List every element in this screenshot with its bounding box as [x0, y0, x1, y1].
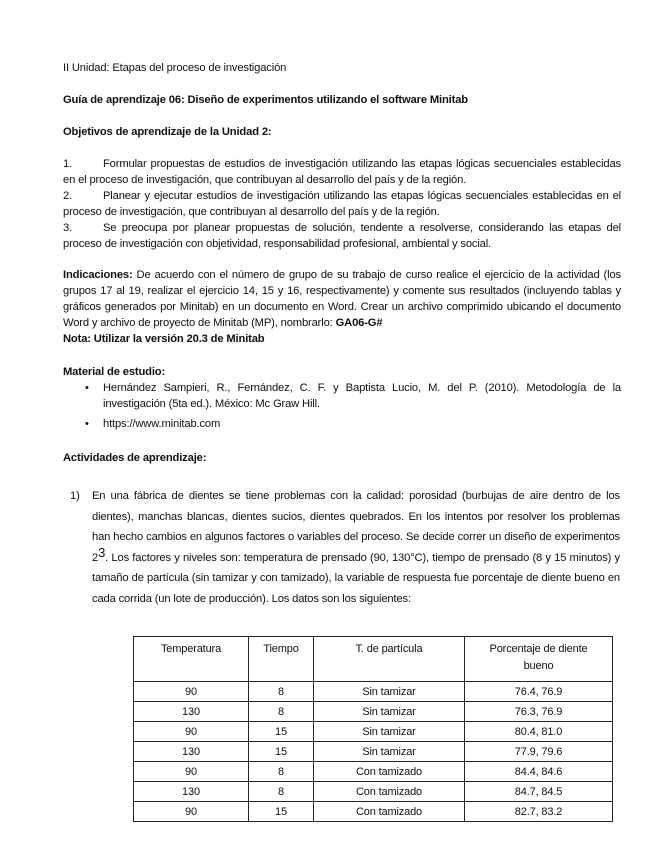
objective-item: 1. Formular propuestas de estudios de investigación utilizando las etapas lógicas secuenciales establecidas en el proceso de investigación, que contribuyan al desarrollo del país y de la región.	[63, 158, 621, 186]
indications-text: De acuerdo con el número de grupo de su trabajo de curso realice el ejercicio de la actividad (los grupos 17 al 19, realizar el ejercicio 14, 15 y 16, respectivamente) y comente sus resultados (incluyendo tablas y gráficos generados por Minitab) en un documento en Word. Crear un archivo comprimido ubicando el documento Word y archivo de proyecto de Minitab (MP), nombrarlo:	[63, 269, 621, 329]
column-header: Temperatura	[134, 637, 249, 682]
objective-item: 2. Planear y ejecutar estudios de investigación utilizando las etapas lógicas secuenciales establecidas en el proceso de investigación, que contribuyan al desarrollo del país y de la región.	[63, 190, 621, 218]
activity-number: 1)	[70, 490, 80, 502]
guide-title: Guía de aprendizaje 06: Diseño de experimentos utilizando el software Minitab	[63, 94, 468, 106]
material-heading: Material de estudio:	[63, 366, 166, 378]
table-row	[134, 802, 613, 822]
table-cell: 8	[249, 702, 314, 722]
unit-title: II Unidad: Etapas del proceso de investigación	[63, 62, 287, 74]
table-row	[134, 782, 613, 802]
table-cell: Sin tamizar	[314, 702, 465, 722]
table-row	[134, 682, 613, 702]
table-cell: Con tamizado	[314, 782, 465, 802]
table-cell: 8	[249, 762, 314, 782]
table-cell: 130	[134, 782, 249, 802]
table-cell: 8	[249, 682, 314, 702]
column-header: Tiempo	[249, 637, 314, 682]
table-cell: 130	[134, 742, 249, 762]
table-row	[134, 702, 613, 722]
version-note: Nota: Utilizar la versión 20.3 de Minitab	[63, 333, 265, 345]
table-cell: Con tamizado	[314, 762, 465, 782]
table-cell: 84.4, 84.6	[465, 762, 613, 782]
indications	[63, 267, 621, 347]
objectives-list	[63, 156, 621, 252]
table-cell: 15	[249, 722, 314, 742]
objectives-heading: Objetivos de aprendizaje de la Unidad 2:	[63, 126, 272, 138]
material-link[interactable]: • https://www.minitab.com	[63, 416, 621, 432]
table-cell: 84.7, 84.5	[465, 782, 613, 802]
table-cell: 15	[249, 742, 314, 762]
table-cell: 90	[134, 722, 249, 742]
file-name: GA06-G#	[335, 317, 383, 329]
table-cell: 90	[134, 802, 249, 822]
material-item: • Hernández Sampieri, R., Fernández, C. F. y Baptista Lucio, M. del P. (2010). Metodología de la investigación (5ta ed.). México: Mc Graw Hill.	[63, 380, 621, 412]
table-row	[134, 742, 613, 762]
table-cell: 90	[134, 762, 249, 782]
activities-heading: Actividades de aprendizaje:	[63, 452, 207, 464]
table-row	[134, 722, 613, 742]
column-header: Porcentaje de diente bueno	[465, 637, 613, 682]
column-header: T. de partícula	[314, 637, 465, 682]
table-cell: 76.4, 76.9	[465, 682, 613, 702]
materials-list	[63, 380, 621, 432]
table-cell: 77.9, 79.6	[465, 742, 613, 762]
table-cell: 80.4, 81.0	[465, 722, 613, 742]
table-cell: Sin tamizar	[314, 682, 465, 702]
table-row	[134, 762, 613, 782]
table-cell: 82.7, 83.2	[465, 802, 613, 822]
data-table	[133, 636, 613, 822]
indications-label: Indicaciones:	[63, 269, 133, 281]
table-cell: Sin tamizar	[314, 742, 465, 762]
table-cell: 90	[134, 682, 249, 702]
table-cell: Con tamizado	[314, 802, 465, 822]
objective-item: 3. Se preocupa por planear propuestas de solución, tendente a resolverse, considerando las etapas del proceso de investigación con objetividad, responsabilidad profesional, ambiental y social.	[63, 222, 621, 250]
table-cell: Sin tamizar	[314, 722, 465, 742]
table-cell: 8	[249, 782, 314, 802]
table-header-row	[134, 637, 613, 682]
table-cell: 130	[134, 702, 249, 722]
activity-1: 1) En una fábrica de dientes se tiene problemas con la calidad: porosidad (burbujas de aire dentro de los dientes), manchas blancas, dientes sucios, dientes quebrados. En los intentos por resolver los problemas han hecho cambios en algunos factores o variables del proceso. Se decide correr un diseño de experimentos $2^3$. Los factores y niveles son: temperatura de prensado (90, 130°C), tiempo de prensado (8 y 15 minutos) y tamaño de partícula (sin tamizar y con tamizado), la variable de respuesta fue porcentaje de diente bueno en cada corrida (un lote de producción). Los datos son los siguientes:	[70, 486, 620, 609]
table-cell: 15	[249, 802, 314, 822]
table-cell: 76.3, 76.9	[465, 702, 613, 722]
